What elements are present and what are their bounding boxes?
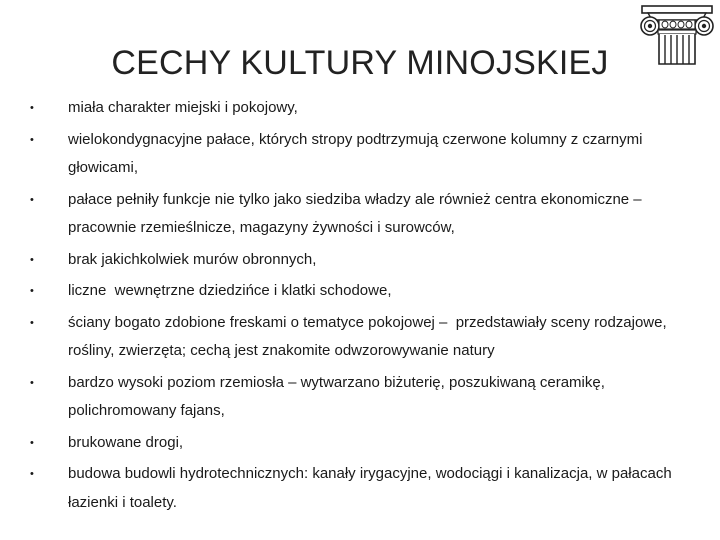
list-item-text: brukowane drogi, <box>68 433 184 451</box>
bullet-list <box>0 94 720 520</box>
list-item <box>0 369 720 426</box>
list-item <box>0 94 720 123</box>
greek-column-capital-icon <box>638 2 716 66</box>
bullet-icon: • <box>30 102 34 114</box>
list-item-text: ściany bogato zdobione freskami o tematyce pokojowej – przedstawiały sceny rodzajowe, rośliny, zwierzęta; cechą jest znakomite odwzorowywanie natury <box>68 313 671 359</box>
list-item <box>0 246 720 275</box>
list-item <box>0 460 720 517</box>
bullet-icon: • <box>30 253 34 266</box>
list-item-text: budowa budowli hydrotechnicznych: kanały irygacyjne, wodociągi i kanalizacja, w pałacach łazienki i toalety. <box>68 465 672 511</box>
list-item-text: brak jakichkolwiek murów obronnych, <box>68 250 317 268</box>
list-item <box>0 126 720 183</box>
bullet-icon: • <box>30 468 34 480</box>
bullet-icon: • <box>30 285 34 297</box>
list-item-text: liczne wewnętrzne dziedzińce i klatki schodowe, <box>68 282 392 299</box>
bullet-icon: • <box>30 193 34 206</box>
list-item <box>0 429 720 458</box>
list-item <box>0 277 720 306</box>
bullet-icon: • <box>30 316 34 329</box>
slide-title: CECHY KULTURY MINOJSKIEJ <box>111 44 609 82</box>
list-item-text: bardzo wysoki poziom rzemiosła – wytwarzano biżuterię, poszukiwaną ceramikę, polichromowany fajans, <box>68 373 605 419</box>
list-item <box>0 309 720 366</box>
bullet-icon: • <box>30 436 34 449</box>
list-item-text: wielokondygnacyjne pałace, których stropy podtrzymują czerwone kolumny z czarnymi głowicami, <box>68 130 643 176</box>
bullet-icon: • <box>30 133 34 146</box>
list-item-text: pałace pełniły funkcje nie tylko jako siedziba władzy ale również centra ekonomiczne – pracownie rzemieślnicze, magazyny żywności i surowców, <box>68 190 642 236</box>
list-item-text: miała charakter miejski i pokojowy, <box>68 99 298 116</box>
list-item <box>0 186 720 243</box>
bullet-icon: • <box>30 376 34 389</box>
